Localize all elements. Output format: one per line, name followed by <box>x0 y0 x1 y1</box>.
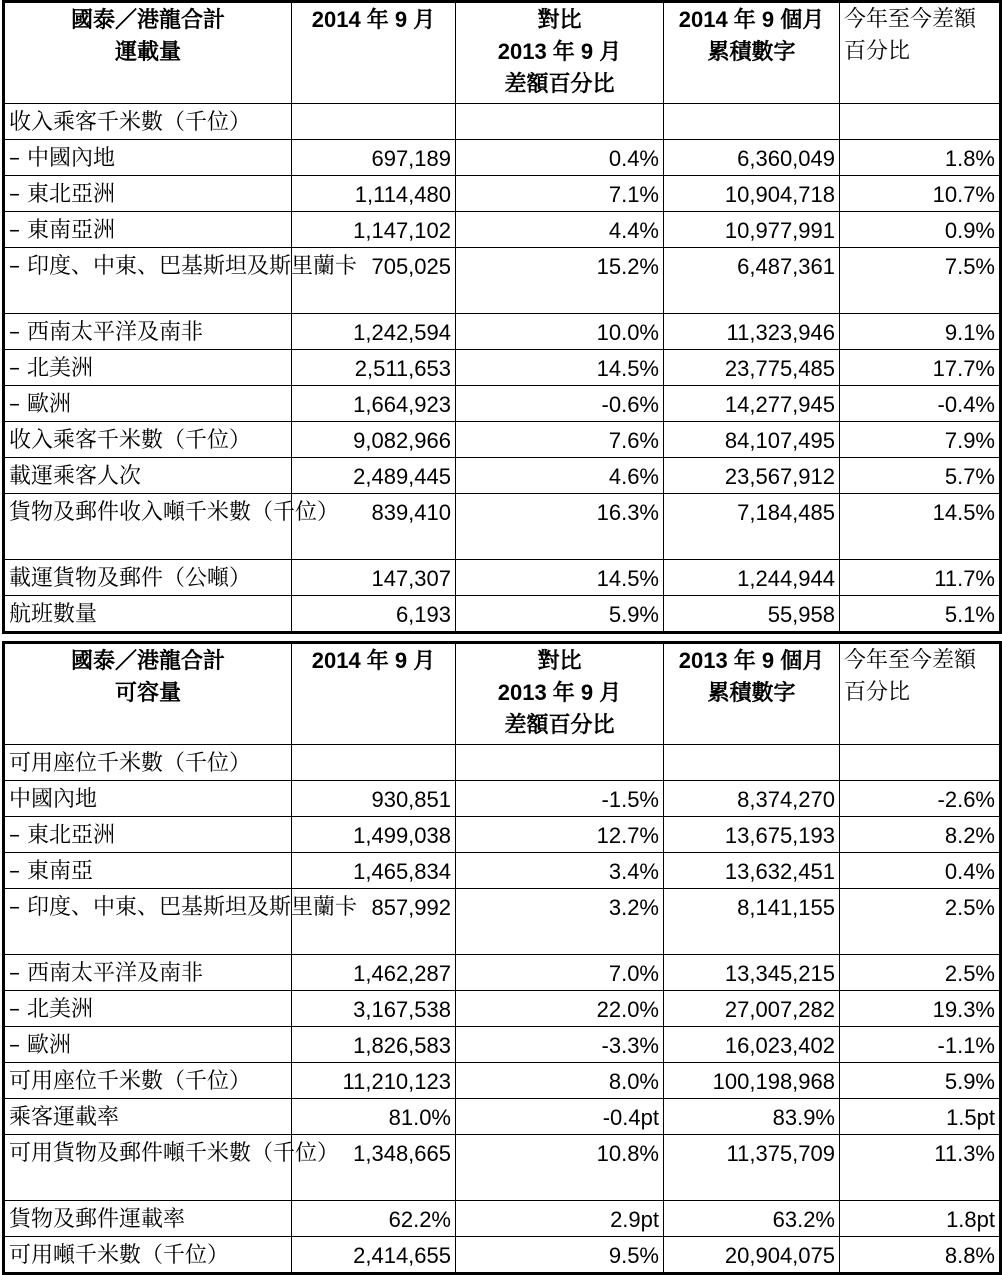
traffic-month-value: 147,307 <box>292 560 456 596</box>
traffic-row <box>4 422 1001 458</box>
traffic-ytd-value: 0.9% <box>840 212 1001 248</box>
traffic-row <box>4 596 1001 633</box>
traffic-change-value: 16.3% <box>456 494 664 560</box>
traffic-ytd-value: 10.7% <box>840 176 1001 212</box>
capacity-header-change: 對比 2013 年 9 月 差額百分比 <box>456 643 664 745</box>
traffic-ytd-value: 7.5% <box>840 248 1001 314</box>
traffic-row-label: 收入乘客千米數（千位） <box>4 422 292 458</box>
capacity-row <box>4 1237 1001 1274</box>
capacity-header-metric: 國泰／港龍合計 可容量 <box>4 643 292 745</box>
capacity-ytd-value: 2.5% <box>840 889 1001 955</box>
capacity-month-value: 1,348,665 <box>292 1135 456 1201</box>
capacity-cumulative-value: 13,345,215 <box>664 955 840 991</box>
capacity-ytd-value: 19.3% <box>840 991 1001 1027</box>
traffic-change-value: 14.5% <box>456 560 664 596</box>
traffic-cumulative-value: 11,323,946 <box>664 314 840 350</box>
traffic-ytd-value: 14.5% <box>840 494 1001 560</box>
traffic-cumulative-value: 55,958 <box>664 596 840 633</box>
capacity-change-value: 12.7% <box>456 817 664 853</box>
traffic-cumulative-value: 6,360,049 <box>664 140 840 176</box>
traffic-change-value: 5.9% <box>456 596 664 633</box>
traffic-row-label: – 印度、中東、巴基斯坦及斯里蘭卡 <box>4 248 292 314</box>
traffic-cumulative-value: 23,567,912 <box>664 458 840 494</box>
capacity-ytd-value: 1.5pt <box>840 1099 1001 1135</box>
traffic-row-label: 載運貨物及郵件（公噸） <box>4 560 292 596</box>
capacity-row <box>4 853 1001 889</box>
traffic-ytd-value: 1.8% <box>840 140 1001 176</box>
traffic-header-ytd: 今年至今差額 百分比 <box>840 2 1001 104</box>
traffic-month-value: 839,410 <box>292 494 456 560</box>
capacity-month-value: 1,462,287 <box>292 955 456 991</box>
capacity-header-row <box>4 643 1001 745</box>
traffic-cumulative-value: 23,775,485 <box>664 350 840 386</box>
traffic-row <box>4 386 1001 422</box>
traffic-month-value: 2,511,653 <box>292 350 456 386</box>
traffic-month-value: 1,147,102 <box>292 212 456 248</box>
capacity-change-value <box>456 745 664 781</box>
traffic-month-value: 1,242,594 <box>292 314 456 350</box>
capacity-row-label: 中國內地 <box>4 781 292 817</box>
capacity-row-label: – 北美洲 <box>4 991 292 1027</box>
capacity-change-value: 3.4% <box>456 853 664 889</box>
capacity-change-value: 7.0% <box>456 955 664 991</box>
traffic-header-month: 2014 年 9 月 <box>292 2 456 104</box>
traffic-ytd-value: 11.7% <box>840 560 1001 596</box>
capacity-header-ytd: 今年至今差額 百分比 <box>840 643 1001 745</box>
traffic-month-value: 9,082,966 <box>292 422 456 458</box>
traffic-row <box>4 350 1001 386</box>
traffic-cumulative-value <box>664 104 840 140</box>
capacity-change-value: 8.0% <box>456 1063 664 1099</box>
traffic-cumulative-value: 14,277,945 <box>664 386 840 422</box>
capacity-row-label: 貨物及郵件運載率 <box>4 1201 292 1237</box>
capacity-row <box>4 955 1001 991</box>
capacity-row-label: – 印度、中東、巴基斯坦及斯里蘭卡 <box>4 889 292 955</box>
capacity-row <box>4 1201 1001 1237</box>
capacity-change-value: -1.5% <box>456 781 664 817</box>
traffic-header-cumulative: 2014 年 9 個月 累積數字 <box>664 2 840 104</box>
traffic-change-value: 10.0% <box>456 314 664 350</box>
capacity-change-value: 10.8% <box>456 1135 664 1201</box>
capacity-change-value: 22.0% <box>456 991 664 1027</box>
capacity-row-label: 乘客運載率 <box>4 1099 292 1135</box>
traffic-cumulative-value: 10,904,718 <box>664 176 840 212</box>
capacity-ytd-value: 11.3% <box>840 1135 1001 1201</box>
traffic-row-label: 載運乘客人次 <box>4 458 292 494</box>
traffic-row-label: 航班數量 <box>4 596 292 633</box>
traffic-change-value <box>456 104 664 140</box>
capacity-ytd-value <box>840 745 1001 781</box>
capacity-table <box>2 641 1002 1275</box>
capacity-month-value: 11,210,123 <box>292 1063 456 1099</box>
capacity-ytd-value: -2.6% <box>840 781 1001 817</box>
capacity-month-value: 1,465,834 <box>292 853 456 889</box>
capacity-change-value: 3.2% <box>456 889 664 955</box>
traffic-change-value: 7.1% <box>456 176 664 212</box>
capacity-month-value: 3,167,538 <box>292 991 456 1027</box>
capacity-change-value: 9.5% <box>456 1237 664 1274</box>
traffic-change-value: 14.5% <box>456 350 664 386</box>
capacity-month-value: 2,414,655 <box>292 1237 456 1274</box>
traffic-change-value: -0.6% <box>456 386 664 422</box>
capacity-row <box>4 1099 1001 1135</box>
capacity-cumulative-value: 20,904,075 <box>664 1237 840 1274</box>
traffic-header-row <box>4 2 1001 104</box>
capacity-month-value: 930,851 <box>292 781 456 817</box>
capacity-month-value <box>292 745 456 781</box>
capacity-cumulative-value: 100,198,968 <box>664 1063 840 1099</box>
capacity-ytd-value: 8.8% <box>840 1237 1001 1274</box>
capacity-ytd-value: 1.8pt <box>840 1201 1001 1237</box>
capacity-month-value: 81.0% <box>292 1099 456 1135</box>
capacity-ytd-value: 8.2% <box>840 817 1001 853</box>
traffic-row-label: – 西南太平洋及南非 <box>4 314 292 350</box>
capacity-cumulative-value: 13,675,193 <box>664 817 840 853</box>
traffic-row-label: 貨物及郵件收入噸千米數（千位） <box>4 494 292 560</box>
capacity-ytd-value: 2.5% <box>840 955 1001 991</box>
traffic-row-label: – 北美洲 <box>4 350 292 386</box>
capacity-cumulative-value <box>664 745 840 781</box>
capacity-header-month: 2014 年 9 月 <box>292 643 456 745</box>
traffic-row <box>4 314 1001 350</box>
capacity-ytd-value: 5.9% <box>840 1063 1001 1099</box>
traffic-row-label: – 中國內地 <box>4 140 292 176</box>
traffic-row <box>4 140 1001 176</box>
capacity-row <box>4 889 1001 955</box>
capacity-cumulative-value: 63.2% <box>664 1201 840 1237</box>
capacity-cumulative-value: 8,374,270 <box>664 781 840 817</box>
traffic-ytd-value: 9.1% <box>840 314 1001 350</box>
capacity-header-cumulative: 2013 年 9 個月 累積數字 <box>664 643 840 745</box>
traffic-cumulative-value: 7,184,485 <box>664 494 840 560</box>
capacity-row <box>4 1063 1001 1099</box>
capacity-row-label: – 東南亞 <box>4 853 292 889</box>
traffic-month-value: 705,025 <box>292 248 456 314</box>
traffic-ytd-value <box>840 104 1001 140</box>
traffic-month-value: 2,489,445 <box>292 458 456 494</box>
capacity-row <box>4 991 1001 1027</box>
traffic-header-metric: 國泰／港龍合計 運載量 <box>4 2 292 104</box>
traffic-row <box>4 458 1001 494</box>
traffic-change-value: 4.6% <box>456 458 664 494</box>
traffic-cumulative-value: 84,107,495 <box>664 422 840 458</box>
traffic-month-value: 697,189 <box>292 140 456 176</box>
traffic-ytd-value: 5.1% <box>840 596 1001 633</box>
capacity-row <box>4 817 1001 853</box>
traffic-change-value: 7.6% <box>456 422 664 458</box>
traffic-table <box>2 0 1002 634</box>
traffic-row <box>4 560 1001 596</box>
traffic-row-label: – 東北亞洲 <box>4 176 292 212</box>
traffic-cumulative-value: 1,244,944 <box>664 560 840 596</box>
traffic-row-label: – 東南亞洲 <box>4 212 292 248</box>
capacity-change-value: 2.9pt <box>456 1201 664 1237</box>
capacity-cumulative-value: 13,632,451 <box>664 853 840 889</box>
capacity-row <box>4 1135 1001 1201</box>
capacity-cumulative-value: 16,023,402 <box>664 1027 840 1063</box>
capacity-cumulative-value: 11,375,709 <box>664 1135 840 1201</box>
traffic-ytd-value: 17.7% <box>840 350 1001 386</box>
capacity-month-value: 857,992 <box>292 889 456 955</box>
capacity-row-label: – 歐洲 <box>4 1027 292 1063</box>
capacity-cumulative-value: 8,141,155 <box>664 889 840 955</box>
traffic-month-value: 1,664,923 <box>292 386 456 422</box>
capacity-row-label: 可用座位千米數（千位） <box>4 1063 292 1099</box>
traffic-ytd-value: -0.4% <box>840 386 1001 422</box>
traffic-row <box>4 248 1001 314</box>
traffic-row <box>4 212 1001 248</box>
traffic-ytd-value: 5.7% <box>840 458 1001 494</box>
capacity-month-value: 62.2% <box>292 1201 456 1237</box>
capacity-ytd-value: 0.4% <box>840 853 1001 889</box>
traffic-table-body <box>4 104 1001 633</box>
traffic-month-value: 1,114,480 <box>292 176 456 212</box>
capacity-ytd-value: -1.1% <box>840 1027 1001 1063</box>
traffic-ytd-value: 7.9% <box>840 422 1001 458</box>
capacity-month-value: 1,499,038 <box>292 817 456 853</box>
traffic-row <box>4 104 1001 140</box>
capacity-row-label: – 西南太平洋及南非 <box>4 955 292 991</box>
capacity-row <box>4 1027 1001 1063</box>
traffic-row-label: – 歐洲 <box>4 386 292 422</box>
capacity-row-label: 可用貨物及郵件噸千米數（千位） <box>4 1135 292 1201</box>
traffic-change-value: 4.4% <box>456 212 664 248</box>
traffic-cumulative-value: 6,487,361 <box>664 248 840 314</box>
traffic-row-label: 收入乘客千米數（千位） <box>4 104 292 140</box>
capacity-row-label: – 東北亞洲 <box>4 817 292 853</box>
traffic-cumulative-value: 10,977,991 <box>664 212 840 248</box>
traffic-row <box>4 176 1001 212</box>
traffic-month-value <box>292 104 456 140</box>
capacity-cumulative-value: 83.9% <box>664 1099 840 1135</box>
capacity-row-label: 可用噸千米數（千位） <box>4 1237 292 1274</box>
capacity-row <box>4 781 1001 817</box>
traffic-change-value: 15.2% <box>456 248 664 314</box>
capacity-cumulative-value: 27,007,282 <box>664 991 840 1027</box>
traffic-change-value: 0.4% <box>456 140 664 176</box>
capacity-change-value: -0.4pt <box>456 1099 664 1135</box>
traffic-row <box>4 494 1001 560</box>
traffic-month-value: 6,193 <box>292 596 456 633</box>
traffic-header-change: 對比 2013 年 9 月 差額百分比 <box>456 2 664 104</box>
capacity-table-body <box>4 745 1001 1274</box>
capacity-row <box>4 745 1001 781</box>
capacity-row-label: 可用座位千米數（千位） <box>4 745 292 781</box>
capacity-change-value: -3.3% <box>456 1027 664 1063</box>
capacity-month-value: 1,826,583 <box>292 1027 456 1063</box>
